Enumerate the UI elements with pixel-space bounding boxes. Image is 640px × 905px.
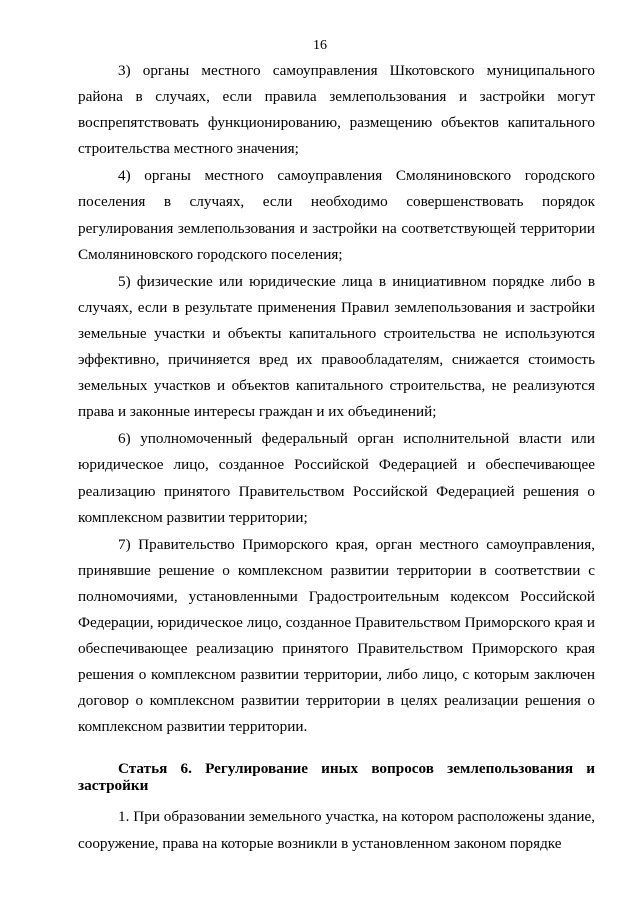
article-paragraph-1: 1. При образовании земельного участка, на котором расположены здание, сооружение, права на которые возникли в установленном законом порядке bbox=[78, 808, 595, 852]
list-item-5: 5) физические или юридические лица в инициативном порядке либо в случаях, если в результате применения Правил землепользования и застройки земельные участки и объекты капитального строительства не используются эффективно, причиняется вред их правообладателям, снижается стоимость земельных участков и объектов капитального строительства, не реализуются права и законные интересы граждан и их объединений; bbox=[78, 272, 595, 421]
article-heading: Статья 6. Регулирование иных вопросов землепользования и застройки bbox=[78, 760, 595, 795]
list-item-7: 7) Правительство Приморского края, орган местного самоуправления, принявшие решение о комплексном развитии территории в соответствии с полномочиями, установленными Градостроительным кодексом Российской Федерации, юридическое лицо, созданное Правительством Приморского края и обеспечивающее реализацию принятого Правительством Приморского края решения о комплексном развитии территории, либо лицо, с которым заключен договор о комплексном развитии территории в целях реализации решения о комплексном развитии территории. bbox=[78, 535, 595, 736]
list-item-6: 6) уполномоченный федеральный орган исполнительной власти или юридическое лицо, созданное Российской Федерацией и обеспечивающее реализацию принятого Правительством Российской Федерацией решения о комплексном развитии территории; bbox=[78, 430, 595, 526]
list-item-3: 3) органы местного самоуправления Шкотовского муниципального района в случаях, если правила землепользования и застройки могут воспрепятствовать функционированию, размещению объектов капитального строительства местного значения; bbox=[78, 62, 595, 158]
list-item-4: 4) органы местного самоуправления Смоляниновского городского поселения в случаях, если необходимо совершенствовать порядок регулирования землепользования и застройки на соответствующей территории Смоляниновского городского поселения; bbox=[78, 167, 595, 263]
document-body bbox=[78, 58, 595, 858]
page-number: 16 bbox=[313, 38, 327, 53]
